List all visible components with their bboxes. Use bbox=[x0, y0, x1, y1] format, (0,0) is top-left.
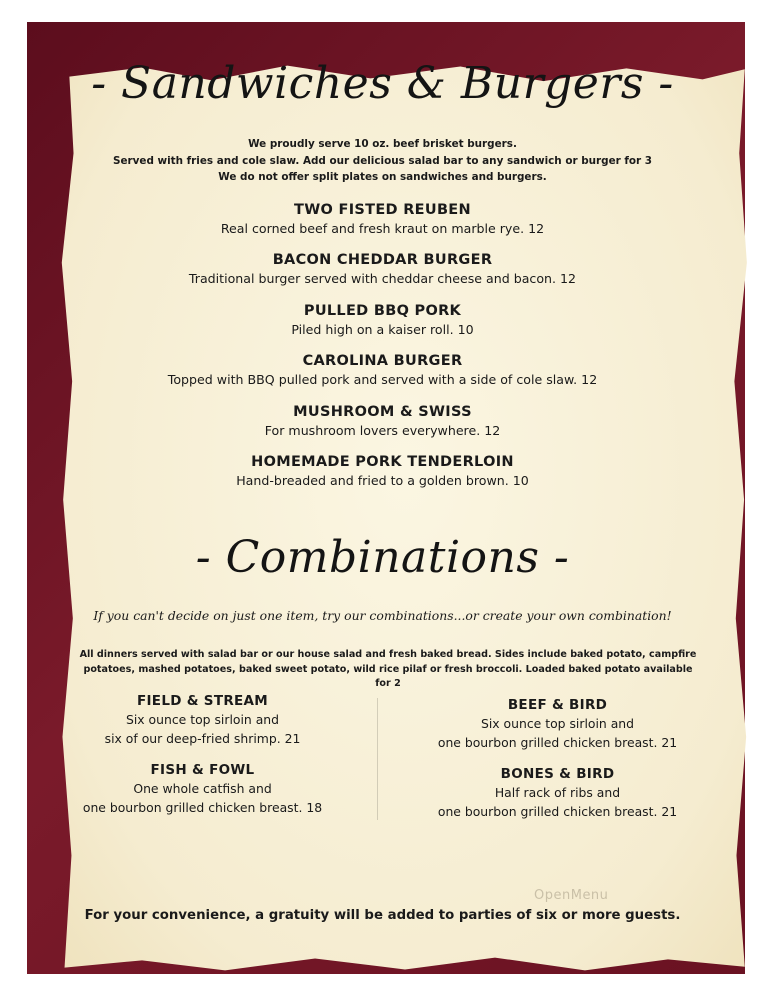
item-desc: Real corned beef and fresh kraut on marble rye. 12 bbox=[220, 221, 545, 236]
intro-line: We do not offer split plates on sandwiches and burgers. bbox=[218, 171, 547, 183]
intro-line: potatoes, mashed potatoes, baked sweet potato, wild rice pilaf or fresh broccoli. Loaded baked potato available for 2 bbox=[83, 663, 693, 689]
item-name: BONES & BIRD bbox=[500, 766, 615, 782]
item-name: TWO FISTED REUBEN bbox=[294, 202, 471, 218]
item-desc: one bourbon grilled chicken breast. 18 bbox=[82, 799, 323, 815]
item-desc: six of our deep-fried shrimp. 21 bbox=[104, 730, 301, 746]
menu-item-pulled-pork bbox=[0, 301, 765, 339]
item-name: FIELD & STREAM bbox=[136, 693, 269, 709]
parchment-background bbox=[59, 62, 751, 974]
combo-beef-bird bbox=[420, 696, 695, 752]
item-desc: One whole catfish and bbox=[133, 781, 272, 796]
combo-bones-bird bbox=[420, 765, 695, 821]
menu-item-mushroom-swiss bbox=[0, 402, 765, 440]
menu-item-reuben bbox=[0, 200, 765, 238]
menu-item-carolina-burger bbox=[0, 351, 765, 389]
item-desc: one bourbon grilled chicken breast. 21 bbox=[437, 734, 678, 750]
column-divider bbox=[377, 698, 378, 820]
item-desc: Six ounce top sirloin and bbox=[480, 716, 635, 731]
item-name: FISH & FOWL bbox=[150, 762, 255, 778]
item-name: HOMEMADE PORK TENDERLOIN bbox=[251, 454, 514, 470]
item-name: BEEF & BIRD bbox=[507, 697, 608, 713]
item-desc: Topped with BBQ pulled pork and served with a side of cole slaw. 12 bbox=[167, 372, 598, 387]
gratuity-notice: For your convenience, a gratuity will be added to parties of six or more guests. bbox=[84, 908, 681, 923]
item-name: PULLED BBQ PORK bbox=[303, 303, 462, 319]
combo-fish-fowl bbox=[70, 761, 335, 817]
item-desc: Half rack of ribs and bbox=[494, 785, 621, 800]
item-desc: one bourbon grilled chicken breast. 21 bbox=[437, 803, 678, 819]
intro-line: We proudly serve 10 oz. beef brisket burgers. bbox=[248, 138, 517, 150]
sandwiches-title: - Sandwiches & Burgers - bbox=[91, 58, 674, 109]
item-name: MUSHROOM & SWISS bbox=[293, 404, 472, 420]
sandwiches-intro bbox=[0, 136, 765, 186]
item-desc: For mushroom lovers everywhere. 12 bbox=[264, 423, 501, 438]
combo-field-stream bbox=[70, 692, 335, 748]
combinations-tagline: If you can't decide on just one item, try our combinations...or create your own combination! bbox=[93, 608, 672, 623]
item-name: CAROLINA BURGER bbox=[302, 353, 463, 369]
watermark: OpenMenu bbox=[534, 888, 609, 903]
item-desc: Traditional burger served with cheddar cheese and bacon. 12 bbox=[188, 271, 577, 286]
intro-line: Served with fries and cole slaw. Add our delicious salad bar to any sandwich or burger for 3 bbox=[112, 154, 653, 167]
combinations-intro bbox=[78, 648, 698, 692]
menu-item-bacon-cheddar bbox=[0, 250, 765, 288]
item-desc: Piled high on a kaiser roll. 10 bbox=[291, 322, 474, 337]
item-name: BACON CHEDDAR BURGER bbox=[272, 252, 493, 268]
combinations-title: - Combinations - bbox=[195, 532, 570, 583]
menu-item-pork-tenderloin bbox=[0, 452, 765, 490]
intro-line: All dinners served with salad bar or our house salad and fresh baked bread. Sides include baked potato, campfire bbox=[79, 649, 697, 660]
item-desc: Hand-breaded and fried to a golden brown. 10 bbox=[236, 473, 529, 488]
item-desc: Six ounce top sirloin and bbox=[125, 712, 280, 727]
